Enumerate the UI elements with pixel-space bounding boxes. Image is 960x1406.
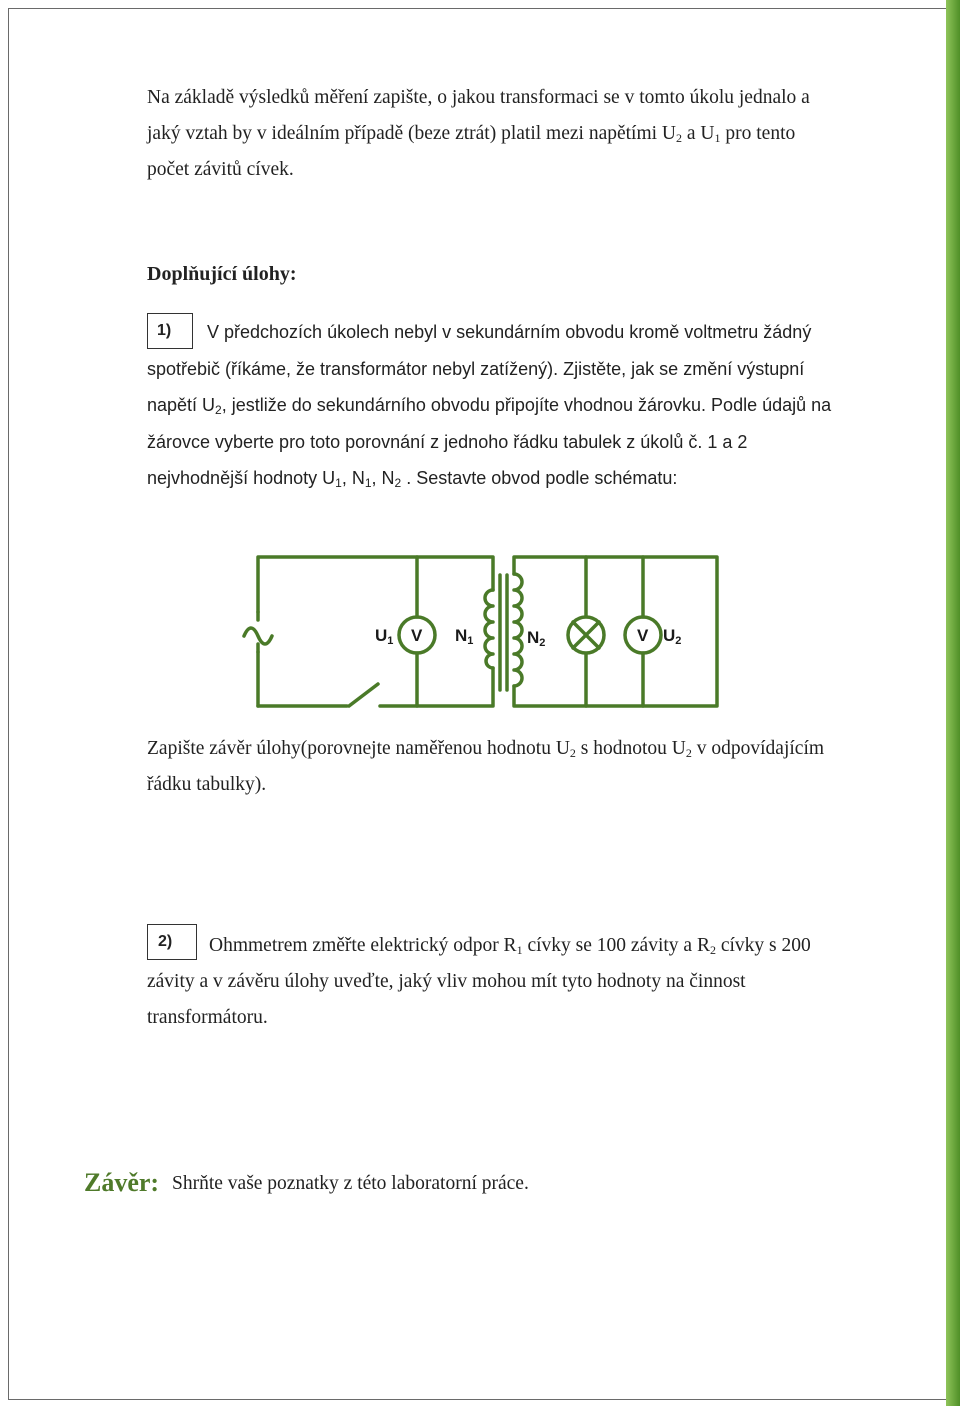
intro-line-2b: a U [682, 123, 715, 144]
task1-line-3b: , jestliže do sekundárního obvodu připojíte vhodnou žárovku. Podle údajů na [221, 395, 832, 415]
zaver-text: Shrňte vaše poznatky z této laboratorní práce. [172, 1173, 529, 1194]
section-heading: Doplňující úlohy: [147, 263, 297, 285]
intro-sub-2: 2 [676, 131, 683, 145]
conclusion-sub-2b: 2 [685, 746, 692, 760]
task2-sub-1: 1 [516, 943, 523, 957]
label-u2: U2 [663, 626, 682, 647]
label-voltmeter1: V [411, 626, 423, 645]
task1-sub-2b: 2 [394, 476, 402, 490]
intro-line-2a: jaký vztah by v ideálním případě (beze ztrát) platil mezi napětími U [147, 123, 677, 144]
label-n1: N1 [455, 626, 474, 647]
task1-line-2: spotřebič (říkáme, že transformátor nebyl zatížený). Zjistěte, jak se změní výstupní [147, 358, 805, 379]
task1-line-3a: napětí U [147, 395, 216, 415]
switch-blade [349, 684, 378, 706]
task1-sub-1a: 1 [335, 476, 342, 490]
task1-line-5d: . Sestavte obvod podle schématu: [401, 468, 678, 488]
intro-sub-1: 1 [714, 131, 721, 145]
conclusion-line-2: řádku tabulky). [147, 774, 267, 795]
task1-sub-2a: 2 [215, 403, 222, 417]
conclusion-line-1c: v odpovídajícím [691, 738, 825, 759]
secondary-wire-top [514, 557, 717, 706]
intro-line-2c: pro tento [720, 123, 796, 144]
task2-line-2: závity a v závěru úlohy uveďte, jaký vliv mohou mít tyto hodnoty na činnost [147, 971, 746, 992]
task2-line-1c: cívky s 200 [715, 935, 811, 956]
intro-line-3: počet závitů cívek. [147, 159, 294, 180]
primary-coil-icon [485, 590, 493, 668]
task2-sub-2: 2 [709, 943, 716, 957]
task1-line-1: V předchozích úkolech nebyl v sekundárním obvodu kromě voltmetru žádný [207, 322, 812, 342]
task1-line-5b: , N [341, 468, 365, 488]
conclusion-sub-2a: 2 [569, 746, 576, 760]
task1-line-5a: nejvhodnější hodnoty U [147, 468, 336, 488]
secondary-coil-icon [514, 574, 522, 686]
primary-wire-top [258, 557, 493, 612]
task1-number: 1) [157, 322, 172, 339]
label-n2: N2 [527, 628, 546, 649]
task1-sub-1b: 1 [364, 476, 372, 490]
task2-number: 2) [158, 933, 173, 950]
task2-line-3: transformátoru. [147, 1007, 268, 1028]
task2-line-1b: cívky se 100 závity a R [522, 935, 710, 956]
task1-conclusion [147, 731, 887, 803]
task1-line-4: žárovce vyberte pro toto porovnání z jednoho řádku tabulek z úkolů č. 1 a 2 [147, 431, 748, 452]
label-voltmeter2: V [637, 626, 649, 645]
conclusion-line-1b: s hodnotou U [575, 738, 686, 759]
conclusion-line-1a: Zapište závěr úlohy(porovnejte naměřenou hodnotu U [147, 738, 570, 759]
primary-wire-bottom-right [380, 668, 493, 706]
ac-source-icon [244, 628, 272, 644]
task1-line-5c: , N [371, 468, 395, 488]
task2-paragraph [147, 928, 887, 1036]
task2-line-1a: Ohmmetrem změřte elektrický odpor R [209, 935, 517, 956]
zaver-label: Závěr: [84, 1168, 160, 1197]
intro-line-1: Na základě výsledků měření zapište, o jakou transformaci se v tomto úkolu jednalo a [147, 87, 810, 108]
label-u1: U1 [375, 626, 394, 647]
